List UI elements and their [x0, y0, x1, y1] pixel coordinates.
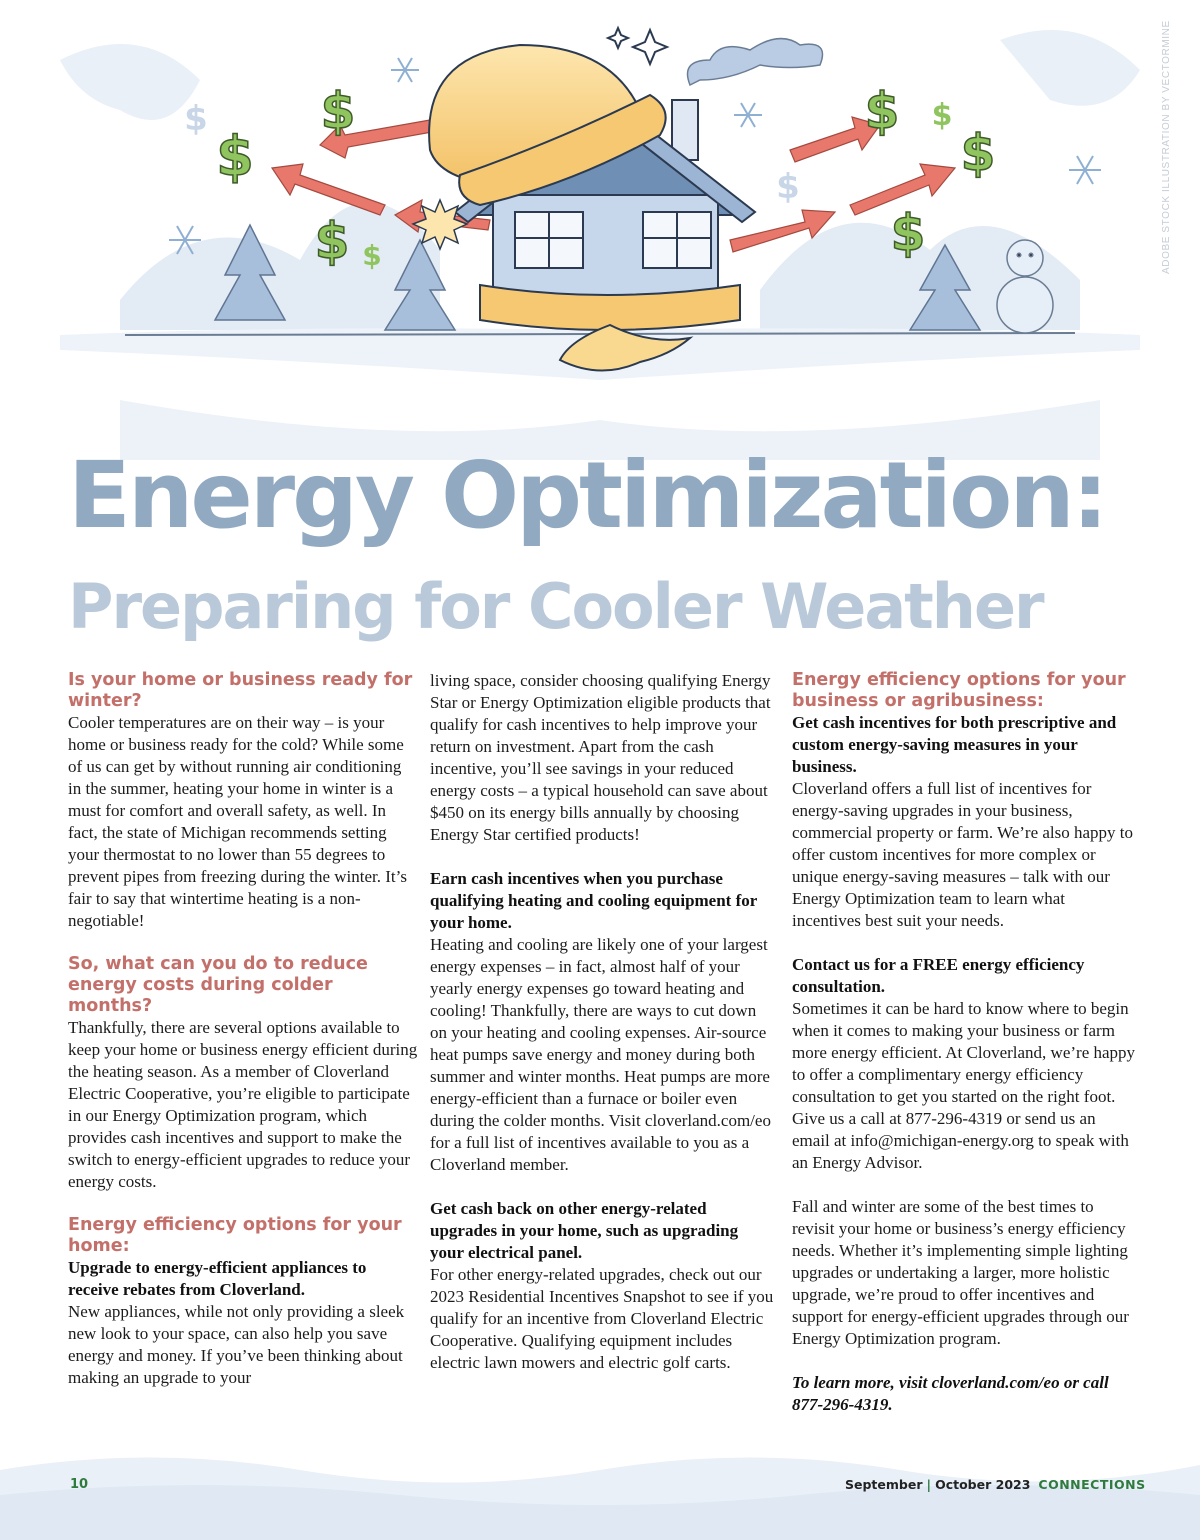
body-paragraph: living space, consider choosing qualifying Energy Star or Energy Optimization eligible products that qualify for cash incentives to help improve your return on investment. Apart from the cash incentive, you’ll see savings in your reduced energy costs – a typical household can save about $450 on its energy bills annually by choosing Energy Star certified products!: [430, 671, 771, 844]
magazine-name: CONNECTIONS: [1038, 1477, 1146, 1492]
body-paragraph: Sometimes it can be hard to know where to begin when it comes to making your business or farm more energy efficient. At Cloverland, we’re happy to offer a complimentary energy efficiency consultation to get you started on the right foot. Give us a call at 877-296-4319 or send us an email at info@michigan-energy.org to speak with an Energy Advisor.: [792, 999, 1136, 1172]
body-paragraph: Fall and winter are some of the best times to revisit your home or business’s energy efficiency needs. Whether it’s implementing simple lighting upgrades or undertaking a larger, more holistic upgrade, we’re proud to offer incentives and support for energy-efficient upgrades through our Energy Optimization program.: [792, 1197, 1129, 1348]
column-2: [430, 670, 775, 1374]
body-paragraph: Cooler temperatures are on their way – is your home or business ready for the cold? While some of us can get by without running air conditioning in the summer, heating your home in winter is a must for comfort and overall safety, as well. In fact, the state of Michigan recommends setting your thermostat to no lower than 55 degrees to prevent pipes from freezing during the winter. It’s fair to say that wintertime heating is a non-negotiable!: [68, 713, 407, 930]
column-1: [68, 670, 418, 1389]
subheading: Get cash incentives for both prescriptive and custom energy-saving measures in your business.: [792, 713, 1117, 776]
svg-text:$: $: [216, 125, 254, 188]
svg-text:$: $: [314, 212, 350, 270]
illustration-credit: ADOBE STOCK ILLUSTRATION BY VECTORMINE: [1161, 20, 1172, 274]
page-number: 10: [70, 1477, 89, 1492]
section-heading: Is your home or business ready for winter?: [68, 670, 413, 711]
subheading: Earn cash incentives when you purchase qualifying heating and cooling equipment for your home.: [430, 869, 757, 932]
svg-text:$: $: [320, 82, 356, 140]
issue-month-2: October 2023: [935, 1477, 1031, 1492]
svg-text:$: $: [890, 204, 926, 262]
call-to-action: To learn more, visit cloverland.com/eo or call 877-296-4319.: [792, 1373, 1109, 1414]
svg-text:$: $: [864, 82, 900, 140]
folio-separator: |: [926, 1477, 932, 1492]
hero-illustration: [0, 0, 1200, 460]
house-with-winter-hat-and-scarf-icon: [0, 0, 1200, 460]
section-heading: Energy efficiency options for your home:: [68, 1215, 402, 1256]
svg-text:$: $: [776, 167, 800, 207]
subheading: Upgrade to energy-efficient appliances to receive rebates from Cloverland.: [68, 1258, 367, 1299]
issue-folio: [845, 1477, 1146, 1492]
body-paragraph: Thankfully, there are several options available to keep your home or business energy efficient during the heating season. As a member of Cloverland Electric Cooperative, you’re eligible to participate in our Energy Optimization program, which provides cash incentives and support to make the switch to energy-efficient upgrades to reduce your energy costs.: [68, 1018, 418, 1191]
body-paragraph: Cloverland offers a full list of incentives for energy-saving upgrades in your business, commercial property or farm. We’re also happy to offer custom incentives for more complex or unique energy-saving measures – talk with our Energy Optimization team to learn what incentives best suit your needs.: [792, 779, 1134, 930]
subheading: Contact us for a FREE energy efficiency consultation.: [792, 955, 1085, 996]
svg-text:$: $: [931, 98, 953, 133]
page-subtitle: Preparing for Cooler Weather: [68, 570, 1043, 643]
body-paragraph: Heating and cooling are likely one of your largest energy expenses – in fact, almost half of your yearly energy expenses go toward heating and cooling! Thankfully, there are ways to cut down on your heating and cooling expenses. Air-source heat pumps save energy and money during both summer and winter months. Heat pumps are more energy-efficient than a furnace or boiler even during the colder months. Visit cloverland.com/eo for a full list of incentives available to you as a Cloverland member.: [430, 935, 771, 1174]
issue-month-1: September: [845, 1477, 923, 1492]
body-paragraph: For other energy-related upgrades, check out our 2023 Residential Incentives Snapshot to see if you qualify for an incentive from Cloverland Electric Cooperative. Qualifying equipment includes electric lawn mowers and electric golf carts.: [430, 1265, 774, 1372]
svg-text:$: $: [184, 99, 208, 139]
svg-text:$: $: [362, 239, 382, 272]
section-heading: Energy efficiency options for your business or agribusiness:: [792, 670, 1126, 711]
column-3: [792, 670, 1137, 1416]
svg-text:$: $: [960, 124, 996, 182]
subheading: Get cash back on other energy-related upgrades in your home, such as upgrading your electrical panel.: [430, 1199, 739, 1262]
page-title: Energy Optimization:: [68, 442, 1106, 549]
body-paragraph: New appliances, while not only providing a sleek new look to your space, can also help you save energy and money. If you’ve been thinking about making an upgrade to your: [68, 1302, 405, 1387]
section-heading: So, what can you do to reduce energy costs during colder months?: [68, 954, 368, 1016]
